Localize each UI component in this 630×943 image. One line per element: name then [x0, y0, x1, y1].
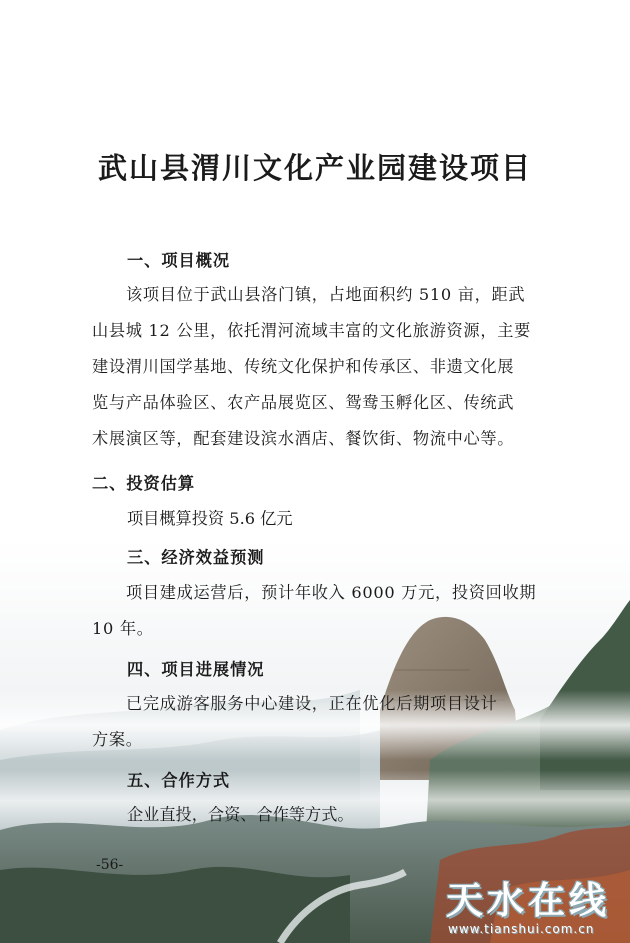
- paragraph-line: 建设渭川国学基地、传统文化保护和传承区、非遗文化展: [92, 357, 515, 376]
- paragraph-line: 方案。: [92, 730, 143, 749]
- section-heading-investment: 二、投资估算: [92, 474, 196, 493]
- paragraph-line: 览与产品体验区、农产品展览区、鸳鸯玉孵化区、传统武: [92, 393, 515, 412]
- site-watermark-url: www.tianshui.com.cn: [448, 922, 595, 936]
- page-number: -56-: [96, 857, 124, 873]
- section-body-economic-benefit: [92, 575, 542, 647]
- site-watermark: 天水在线: [446, 879, 610, 922]
- section-body-progress: [92, 686, 542, 758]
- paragraph-line: 术展演区等，配套建设滨水酒店、餐饮街、物流中心等。: [92, 429, 515, 448]
- paragraph-line: 该项目位于武山县洛门镇，占地面积约 510 亩，距武: [126, 285, 526, 304]
- section-heading-cooperation: 五、合作方式: [127, 771, 231, 790]
- section-heading-overview: 一、项目概况: [127, 251, 231, 270]
- paragraph-line: 项目建成运营后，预计年收入 6000 万元，投资回收期: [126, 583, 537, 602]
- document-title: 武山县渭川文化产业园建设项目: [97, 151, 532, 185]
- section-body-cooperation: 企业直投，合资、合作等方式。: [127, 805, 354, 824]
- section-body-investment: 项目概算投资 5.6 亿元: [127, 509, 293, 528]
- paragraph-line: 山县城 12 公里，依托渭河流域丰富的文化旅游资源，主要: [92, 321, 531, 340]
- paragraph-line: 已完成游客服务中心建设，正在优化后期项目设计: [126, 694, 498, 713]
- section-heading-progress: 四、项目进展情况: [127, 660, 265, 679]
- paragraph-line: 10 年。: [92, 619, 154, 638]
- section-heading-economic-benefit: 三、经济效益预测: [127, 548, 265, 567]
- section-body-overview: [92, 277, 542, 457]
